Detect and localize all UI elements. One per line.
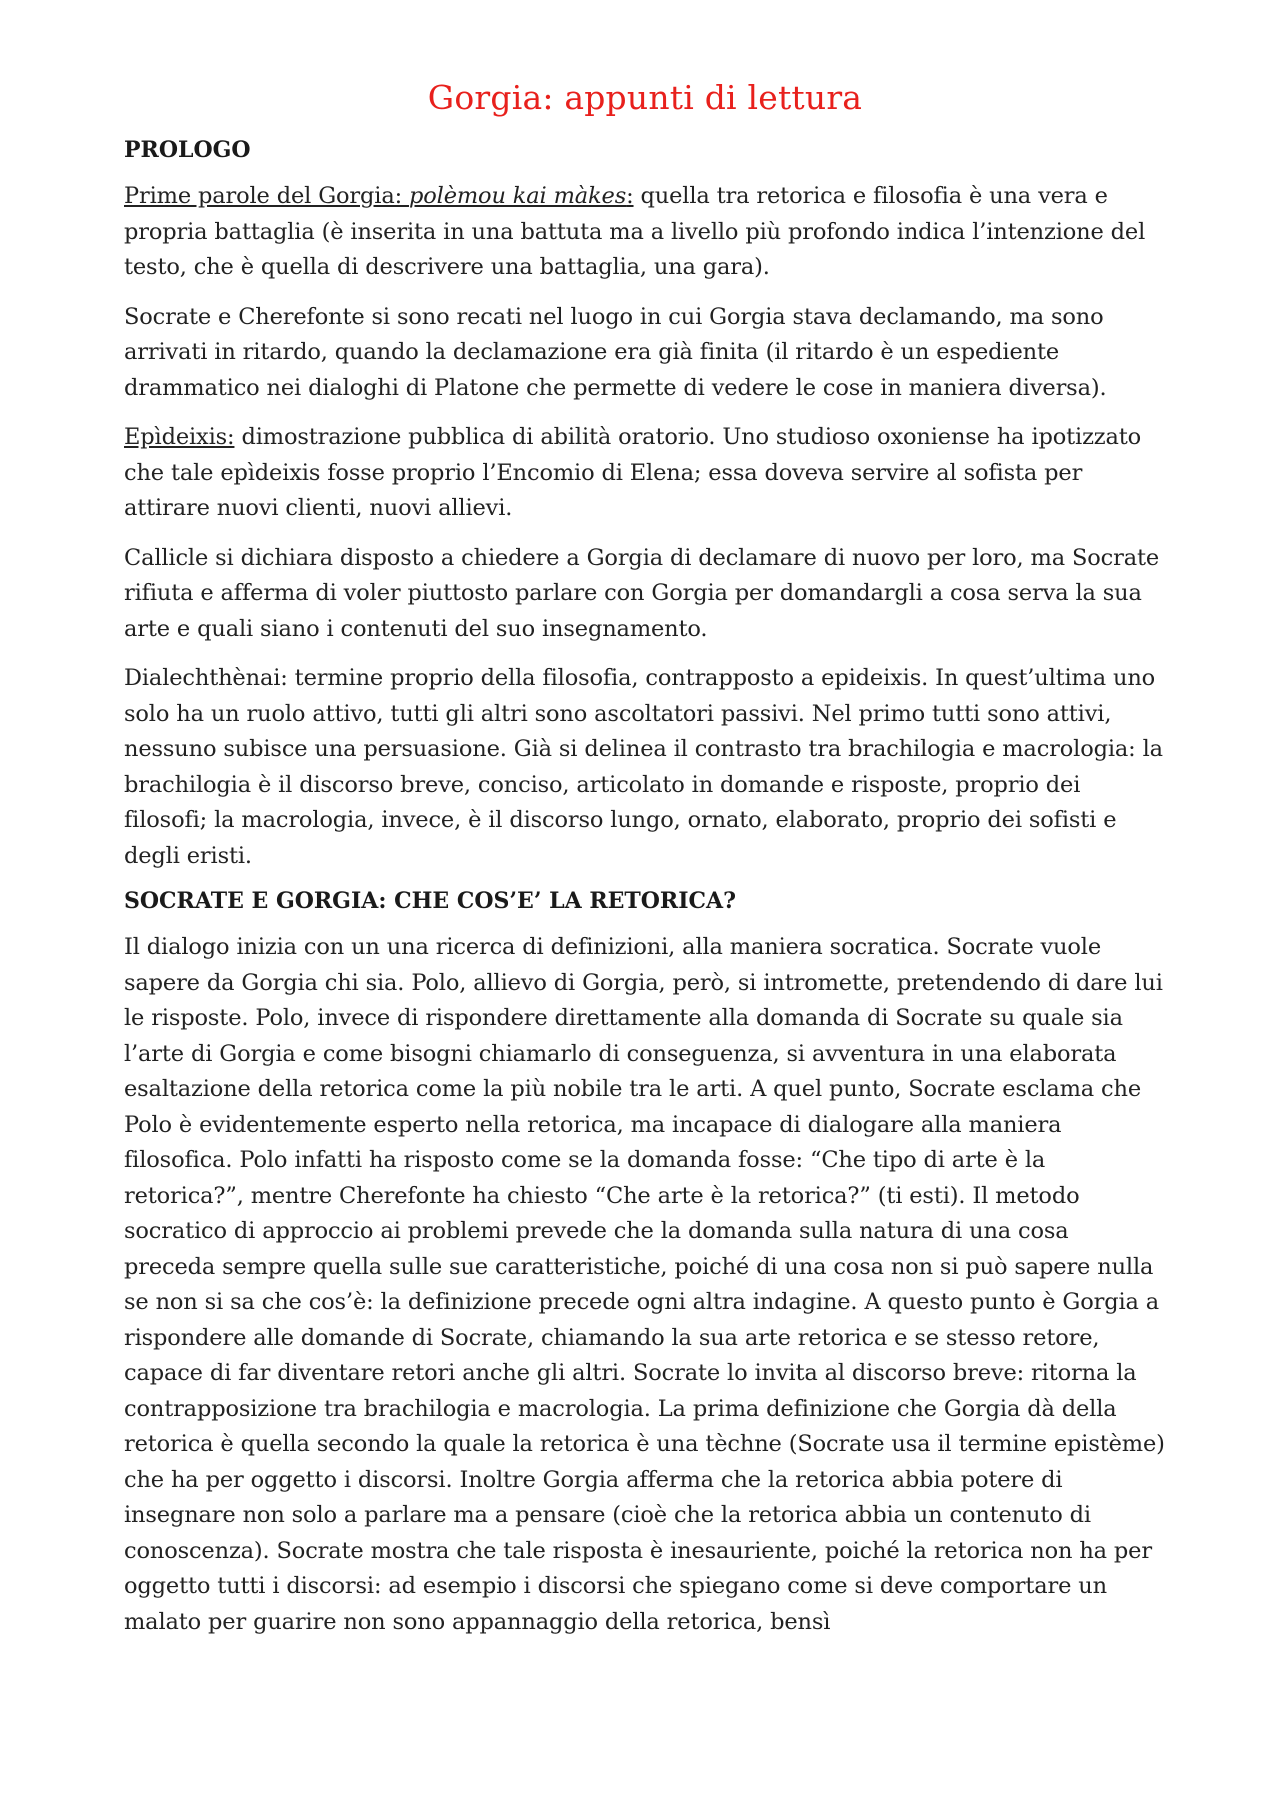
- paragraph-text: quella tra retorica e filosofia è una vera e propria battaglia (è inserita in una battuta ma a livello più profondo indica l’intenzione del testo, che è quella di descrivere una battaglia, una gara).: [124, 183, 1146, 280]
- section-heading-prologo: PROLOGO: [124, 137, 251, 163]
- paragraph-lead-italic: polèmou kai màkes: [409, 183, 627, 209]
- paragraph-dialogo: Il dialogo inizia con un una ricerca di definizioni, alla maniera socratica. Socrate vuole sapere da Gorgia chi sia. Polo, allievo di Gorgia, però, si intromette, pretendendo di dare lui le risposte. Polo, invece di rispondere direttamente alla domanda di Socrate su quale sia l’arte di Gorgia e come bisogni chiamarlo di conseguenza, si avventura in una elaborata esaltazione della retorica come la più nobile tra le arti. A quel punto, Socrate esclama che Polo è evidentemente esperto nella retorica, ma incapace di dialogare alla maniera filosofica. Polo infatti ha risposto come se la domanda fosse: “Che tipo di arte è la retorica?”, mentre Cherefonte ha chiesto “Che arte è la retorica?” (ti esti). Il metodo socratico di approccio ai problemi prevede che la domanda sulla natura di una cosa preceda sempre quella sulle sue caratteristiche, poiché di una cosa non si può sapere nulla se non si sa che cos’è: la definizione precede ogni altra indagine. A questo punto è Gorgia a rispondere alle domande di Socrate, chiamando la sua arte retorica e se stesso retore, capace di far diventare retori anche gli altri. Socrate lo invita al discorso breve: ritorna la contrapposizione tra brachilogia e macrologia. La prima definizione che Gorgia dà della retorica è quella secondo la quale la retorica è una tèchne (Socrate usa il termine epistème) che ha per oggetto i discorsi. Inoltre Gorgia afferma che la retorica abbia potere di insegnare non solo a parlare ma a pensare (cioè che la retorica abbia un contenuto di conoscenza). Socrate mostra che tale risposta è inesauriente, poiché la retorica non ha per oggetto tutti i discorsi: ad esempio i discorsi che spiegano come si deve comportare un malato per guarire non sono appannaggio della retorica, bensì: [124, 934, 1165, 1635]
- paragraph-socrate-cherefonte: Socrate e Cherefonte si sono recati nel luogo in cui Gorgia stava declamando, ma sono arrivati in ritardo, quando la declamazione era già finita (il ritardo è un espediente drammatico nei dialoghi di Platone che permette di vedere le cose in maniera diversa).: [124, 303, 1107, 401]
- paragraph-lead-label: Epìdeixis:: [124, 424, 235, 450]
- paragraph-epideixis: [124, 420, 1166, 527]
- paragraph-prime-parole: [124, 179, 1166, 286]
- paragraph-lead-label: Prime parole del Gorgia:: [124, 183, 410, 209]
- paragraph-dialechthenai: Dialechthènai: termine proprio della filosofia, contrapposto a epideixis. In quest’ultima uno solo ha un ruolo attivo, tutti gli altri sono ascoltatori passivi. Nel primo tutti sono attivi, nessuno subisce una persuasione. Già si delinea il contrasto tra brachilogia e macrologia: la brachilogia è il discorso breve, conciso, articolato in domande e risposte, proprio dei filosofi; la macrologia, invece, è il discorso lungo, ornato, elaborato, proprio dei sofisti e degli eristi.: [124, 665, 1163, 869]
- paragraph-lead-colon: :: [626, 183, 634, 209]
- document-title: Gorgia: appunti di lettura: [427, 78, 863, 117]
- paragraph-text: dimostrazione pubblica di abilità oratorio. Uno studioso oxoniense ha ipotizzato che tale epìdeixis fosse proprio l’Encomio di Elena; essa doveva servire al sofista per attirare nuovi clienti, nuovi allievi.: [124, 424, 1142, 521]
- paragraph-callicle: Callicle si dichiara disposto a chiedere a Gorgia di declamare di nuovo per loro, ma Socrate rifiuta e afferma di voler piuttosto parlare con Gorgia per domandargli a cosa serva la sua arte e quali siano i contenuti del suo insegnamento.: [124, 544, 1160, 642]
- section-heading-socrate-gorgia: SOCRATE E GORGIA: CHE COS’E’ LA RETORICA?: [124, 888, 736, 914]
